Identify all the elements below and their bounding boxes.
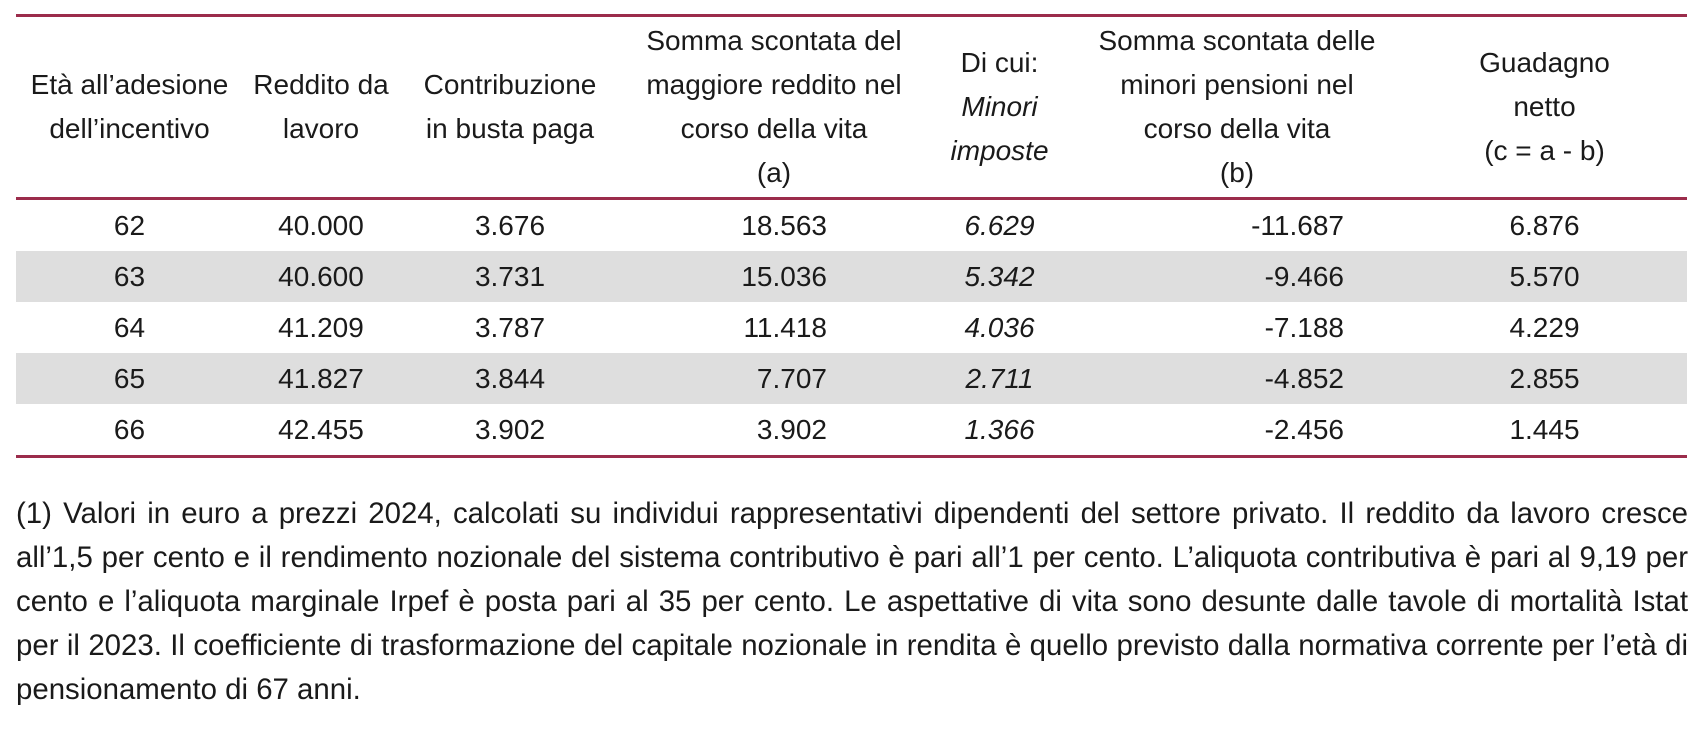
cell-minori-pensioni: -2.456 bbox=[1264, 413, 1344, 445]
header-guadagno bbox=[1402, 16, 1687, 199]
cell-eta: 64 bbox=[113, 311, 146, 343]
cell-maggiore-reddito: 11.418 bbox=[743, 311, 827, 343]
table-body bbox=[16, 199, 1687, 457]
cell-minori-pensioni: -9.466 bbox=[1072, 251, 1402, 302]
cell-minori-pensioni: -11.687 bbox=[1251, 209, 1344, 241]
header-reddito bbox=[243, 16, 399, 199]
header-line: (c = a - b) bbox=[1484, 135, 1605, 166]
header-eta bbox=[16, 16, 243, 199]
cell-maggiore-reddito: 15.036 bbox=[621, 251, 927, 302]
cell-guadagno: 1.445 bbox=[1509, 413, 1580, 445]
footnote: (1) Valori in euro a prezzi 2024, calcolati su individui rappresentativi dipendenti del settore privato. Il reddito da lavoro cresce all’1,5 per cento e il rendimento nozionale del sistema contributivo è pari all’1 per cento. L’aliquota contributiva è pari al 9,19 per cento e l’aliquota marginale Irpef è posta pari al 35 per cento. Le aspettative di vita sono desunte dalle tavole di mortalità Istat per il 2023. Il coefficiente di trasformazione del capitale nozionale in rendita è quello previsto dalla normativa corrente per l’età di pensionamento di 67 anni. bbox=[16, 497, 1688, 706]
table-row bbox=[16, 404, 1687, 457]
cell-eta: 62 bbox=[113, 209, 146, 241]
cell-guadagno: 2.855 bbox=[1402, 353, 1687, 404]
cell-minori-imposte: 4.036 bbox=[964, 311, 1035, 343]
cell-eta: 63 bbox=[16, 251, 243, 302]
header-line: minori pensioni nel bbox=[1120, 69, 1354, 100]
cell-guadagno: 4.229 bbox=[1509, 311, 1580, 343]
cell-eta: 66 bbox=[113, 413, 146, 445]
header-minori-imposte bbox=[927, 16, 1072, 199]
cell-reddito: 42.455 bbox=[278, 413, 364, 445]
header-line: lavoro bbox=[282, 113, 360, 144]
cell-contribuzione: 3.676 bbox=[474, 209, 546, 241]
header-line: maggiore reddito nel bbox=[646, 69, 902, 100]
cell-contribuzione: 3.902 bbox=[474, 413, 546, 445]
cell-contribuzione: 3.731 bbox=[399, 251, 621, 302]
header-line: (b) bbox=[1219, 157, 1255, 188]
table-row bbox=[16, 199, 1687, 252]
header-line: Somma scontata del bbox=[646, 25, 902, 56]
header-line: netto bbox=[1513, 91, 1576, 122]
cell-reddito: 41.209 bbox=[278, 311, 364, 343]
cell-reddito: 40.600 bbox=[243, 251, 399, 302]
cell-minori-imposte: 6.629 bbox=[964, 209, 1035, 241]
header-line: in busta paga bbox=[425, 113, 595, 144]
cell-contribuzione: 3.787 bbox=[474, 311, 546, 343]
incentive-table bbox=[16, 14, 1687, 458]
table-row bbox=[16, 353, 1687, 404]
header-line: dell’incentivo bbox=[49, 113, 210, 144]
cell-guadagno: 6.876 bbox=[1509, 209, 1580, 241]
header-line: Minori bbox=[961, 91, 1038, 122]
table-row bbox=[16, 251, 1687, 302]
header-minori-pensioni bbox=[1072, 16, 1402, 199]
header-line: Contribuzione bbox=[423, 69, 597, 100]
header-line: Età all’adesione bbox=[30, 69, 229, 100]
cell-maggiore-reddito: 3.902 bbox=[756, 413, 827, 445]
header-line: Somma scontata delle bbox=[1098, 25, 1376, 56]
header-line: Reddito da bbox=[253, 69, 389, 100]
header-line: Guadagno bbox=[1479, 47, 1610, 78]
cell-minori-imposte: 5.342 bbox=[927, 251, 1072, 302]
cell-guadagno: 5.570 bbox=[1402, 251, 1687, 302]
table-header bbox=[16, 16, 1687, 199]
cell-maggiore-reddito: 7.707 bbox=[621, 353, 927, 404]
cell-eta: 65 bbox=[16, 353, 243, 404]
cell-contribuzione: 3.844 bbox=[399, 353, 621, 404]
cell-reddito: 41.827 bbox=[243, 353, 399, 404]
cell-minori-imposte: 1.366 bbox=[964, 413, 1035, 445]
header-line: corso della vita bbox=[1143, 113, 1331, 144]
cell-minori-pensioni: -4.852 bbox=[1072, 353, 1402, 404]
cell-reddito: 40.000 bbox=[278, 209, 364, 241]
header-line: Di cui: bbox=[960, 47, 1039, 78]
header-line: (a) bbox=[756, 157, 792, 188]
cell-maggiore-reddito: 18.563 bbox=[741, 209, 827, 241]
header-maggiore-reddito bbox=[621, 16, 927, 199]
header-line: imposte bbox=[950, 135, 1049, 166]
cell-minori-imposte: 2.711 bbox=[927, 353, 1072, 404]
header-line: corso della vita bbox=[680, 113, 868, 144]
table-row bbox=[16, 302, 1687, 353]
data-table-container bbox=[16, 14, 1687, 458]
header-contribuzione bbox=[399, 16, 621, 199]
header-row bbox=[16, 16, 1687, 199]
cell-minori-pensioni: -7.188 bbox=[1264, 311, 1344, 343]
